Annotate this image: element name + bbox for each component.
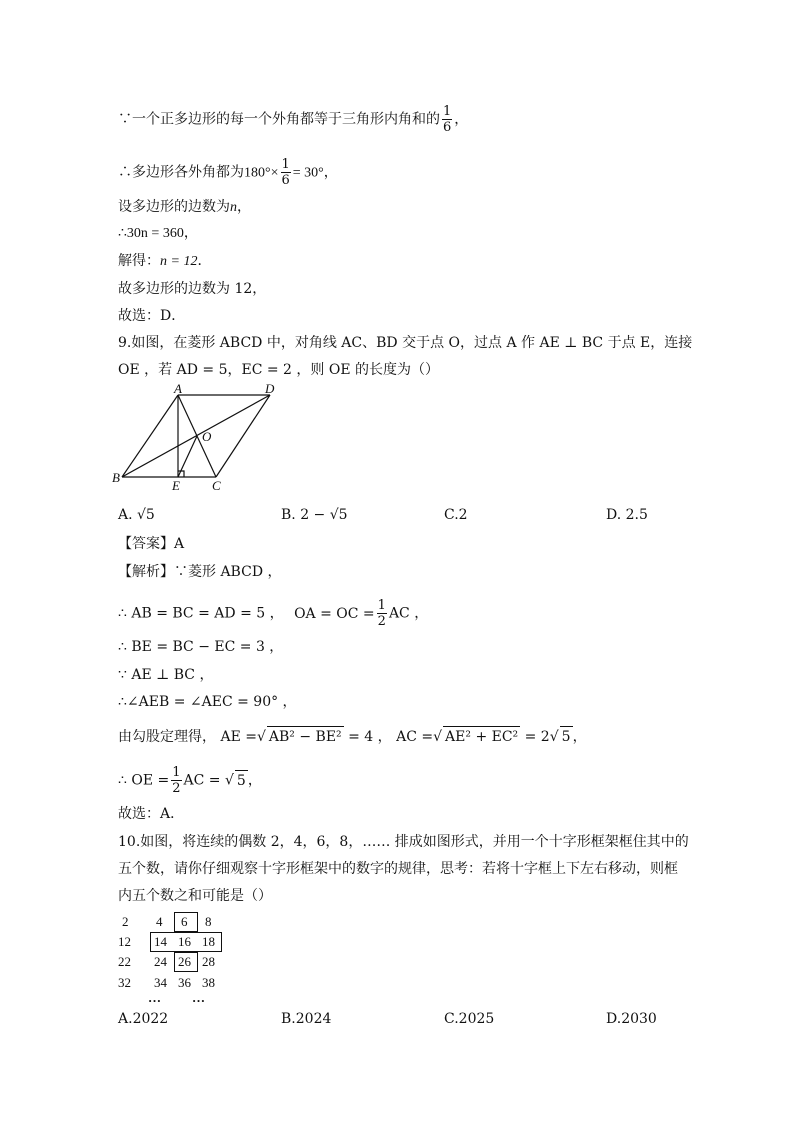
continuation-dots: … — [192, 990, 205, 1005]
grid-cell: 18 — [202, 934, 215, 949]
number-grid — [118, 910, 318, 1010]
fraction: $\frac{1}{6}$ — [443, 104, 452, 135]
grid-cell: 6 — [181, 914, 188, 929]
q8-line-2: ∴多边形各外角都为180°× $\frac{1}{6}$ = 30°， — [118, 157, 338, 188]
grid-cell: 24 — [154, 954, 167, 969]
grid-cell: 4 — [156, 914, 163, 929]
q10-stem-1: 10.如图，将连续的偶数 2，4，6，8，…… 排成如图形式，并用一个十字形框架框住其中的 — [118, 834, 689, 850]
q9-analysis-5: ∴∠AEB = ∠AEC = 90° ， — [118, 694, 297, 710]
q10-options — [118, 1009, 678, 1031]
side-ab — [122, 395, 178, 477]
q9-option-b: B. 2 − √5 — [281, 507, 348, 523]
q9-analysis-8: 故选：A． — [118, 806, 185, 822]
label-d: D — [265, 384, 275, 396]
grid-cell: 22 — [118, 954, 131, 969]
label-o: O — [202, 429, 212, 444]
grid-cell: 2 — [122, 914, 129, 929]
q9-stem-1: 9.如图，在菱形 ABCD 中，对角线 AC、BD 交于点 O，过点 A 作 AE ⊥ BC 于点 E，连接 — [118, 335, 693, 351]
q10-stem-2: 五个数，请你仔细观察十字形框架中的数字的规律，思考：若将十字框上下左右移动，则框 — [118, 861, 678, 877]
grid-cell: 26 — [178, 954, 191, 969]
q8-line-4: ∴30n = 360， — [118, 225, 198, 241]
q9-analysis-3: ∴ BE = BC − EC = 3 ， — [118, 639, 284, 655]
q9-analysis-1: 【解析】∵菱形 ABCD ， — [118, 564, 282, 580]
q9-analysis-2: ∴ AB = BC = AD = 5 ， OA = OC = $\frac{1}{2}$ AC ， — [118, 598, 429, 629]
label-e: E — [172, 478, 180, 493]
grid-cell: 8 — [205, 914, 212, 929]
continuation-dots: … — [148, 990, 161, 1005]
label-b: B — [112, 470, 120, 485]
q9-analysis-6: 由勾股定理得， AE =√ AB² − BE² = 4 ， AC =√ AE² + EC² = 2√ 5 ， — [118, 726, 587, 747]
grid-cell: 16 — [178, 934, 191, 949]
q10-option-a: A.2022 — [118, 1011, 169, 1027]
q10-option-d: D.2030 — [606, 1011, 657, 1027]
q8-line-7: 故选：D． — [118, 308, 186, 324]
q8-line-5: 解得：n = 12． — [118, 253, 212, 269]
q8-line-1: ∵一个正多边形的每一个外角都等于三角形内角和的 $\frac{1}{6}$ ， — [118, 104, 469, 135]
grid-cell: 28 — [202, 954, 215, 969]
q9-stem-2: OE ，若 AD = 5，EC = 2 ，则 OE 的长度为（） — [118, 362, 439, 378]
q10-option-c: C.2025 — [444, 1011, 495, 1027]
side-dc — [216, 395, 270, 477]
rhombus-figure — [112, 384, 292, 494]
grid-cell: 14 — [154, 934, 167, 949]
grid-cell: 36 — [178, 975, 191, 990]
q8-line-3: 设多边形的边数为n， — [118, 199, 251, 215]
fraction: $\frac{1}{6}$ — [281, 157, 290, 188]
q9-option-d: D. 2.5 — [606, 507, 648, 523]
grid-cell: 32 — [118, 975, 131, 990]
q10-stem-3: 内五个数之和可能是（） — [118, 888, 272, 904]
label-c: C — [212, 478, 221, 493]
fraction: $\frac{1}{2}$ — [172, 765, 181, 796]
q9-option-a: A. √5 — [118, 507, 155, 523]
q8-line-6: 故多边形的边数为 12， — [118, 281, 267, 297]
grid-cell: 34 — [154, 975, 167, 990]
fraction: $\frac{1}{2}$ — [377, 598, 386, 629]
q9-analysis-4: ∵ AE ⊥ BC ， — [118, 667, 214, 683]
diagonal-bd — [122, 395, 270, 477]
label-a: A — [174, 384, 182, 396]
grid-cell: 12 — [118, 934, 131, 949]
q9-options — [118, 505, 678, 527]
q9-option-c: C.2 — [444, 507, 468, 523]
q9-analysis-7: ∴ OE = $\frac{1}{2}$ AC = √ 5 ， — [118, 765, 262, 796]
q10-option-b: B.2024 — [281, 1011, 332, 1027]
grid-cell: 38 — [202, 975, 215, 990]
q9-answer: 【答案】A — [118, 536, 185, 552]
